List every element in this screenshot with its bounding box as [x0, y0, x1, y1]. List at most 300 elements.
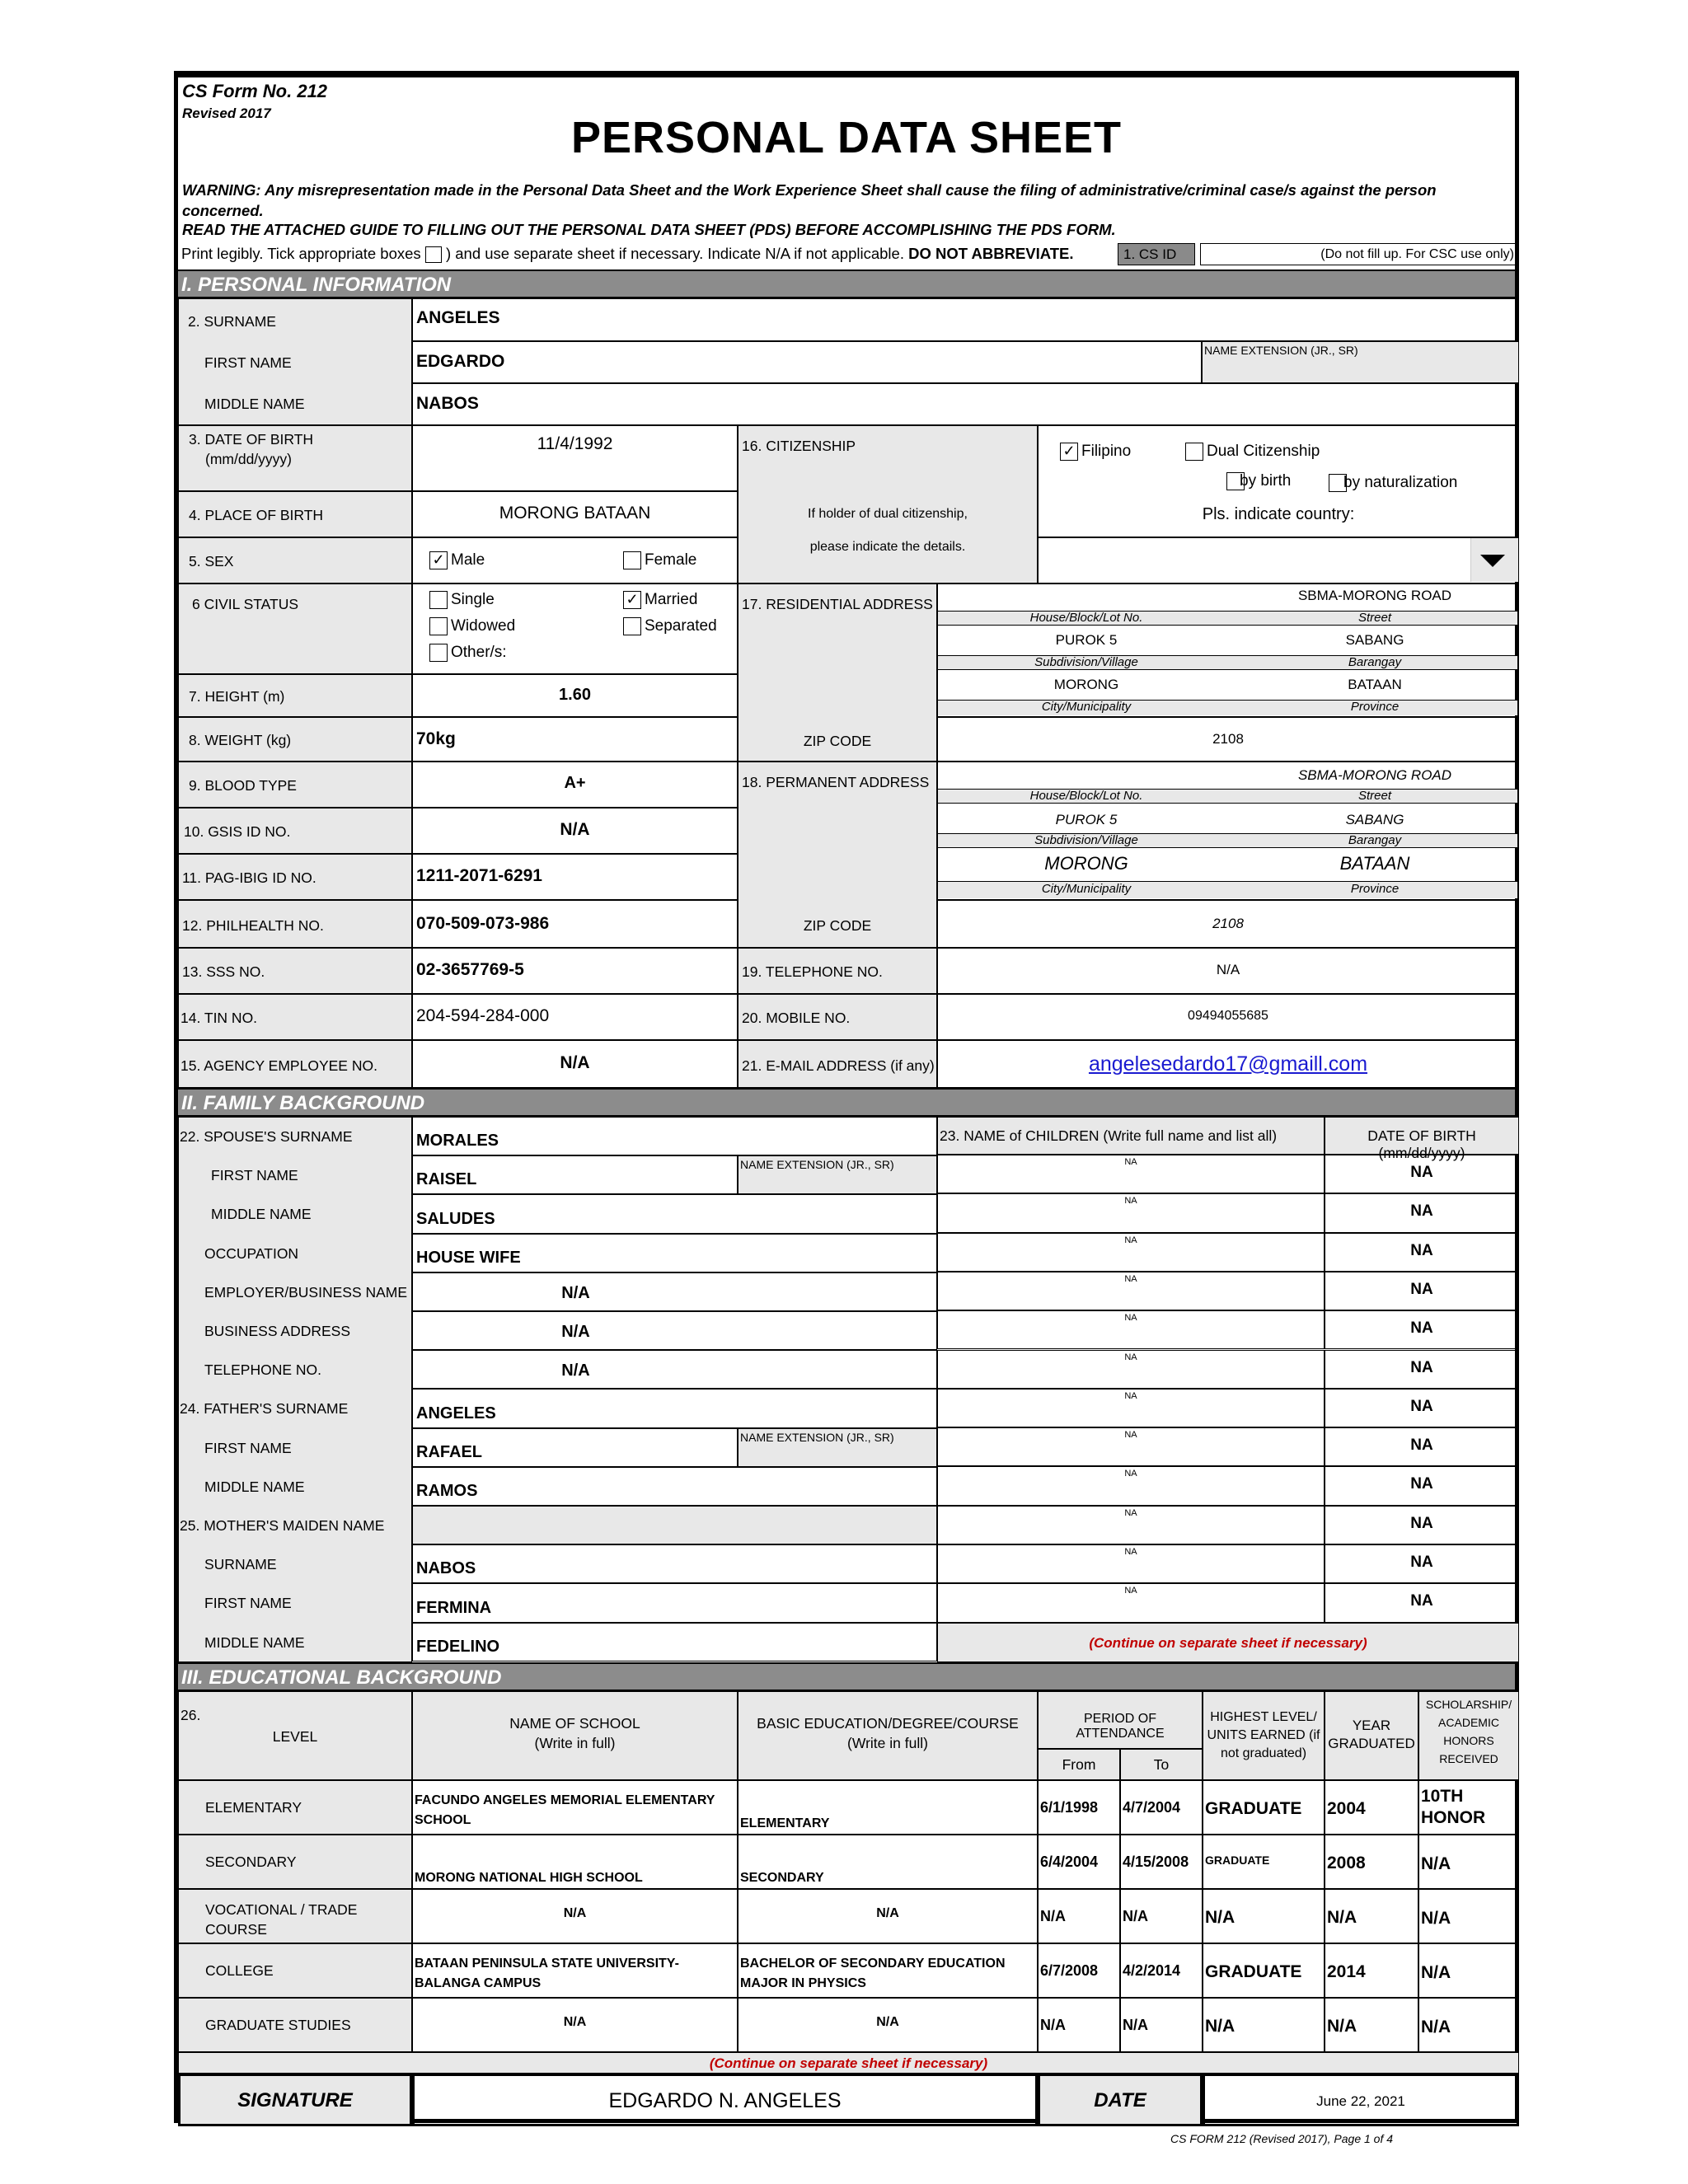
- res-brgy-label: Barangay: [1348, 655, 1402, 669]
- separated-label: Separated: [645, 617, 717, 635]
- edu-school-value: MORONG NATIONAL HIGH SCHOOL: [415, 1871, 643, 1885]
- tin-label-cell: [178, 994, 412, 1040]
- edu-level-value: SECONDARY: [205, 1854, 297, 1870]
- res-subd-label: Subdivision/Village: [1034, 655, 1138, 669]
- edu-from-cell[interactable]: [1038, 1889, 1120, 1943]
- dual-citizenship-label: Dual Citizenship: [1207, 443, 1320, 460]
- mother-middle-name-field[interactable]: [412, 1623, 937, 1661]
- edu-school-value: N/A: [563, 2015, 587, 2029]
- res-prov-label: Province: [1350, 700, 1400, 714]
- pagibig-label: 11. PAG-IBIG ID NO.: [182, 869, 316, 886]
- child-name-field[interactable]: [937, 1389, 1325, 1427]
- child-dob-field[interactable]: [1325, 1427, 1519, 1466]
- father-first-name-extension-field[interactable]: [738, 1428, 937, 1467]
- edu-honors-cell[interactable]: [1418, 1943, 1519, 1998]
- single-label: Single: [451, 591, 495, 608]
- philhealth-field[interactable]: [412, 900, 738, 948]
- married-checkbox[interactable]: ✓: [623, 591, 641, 609]
- perm-subd-value: PUROK 5: [1055, 812, 1118, 827]
- sex-label-cell: [178, 537, 412, 583]
- child-dob-field[interactable]: [1325, 1389, 1519, 1427]
- perm-prov-label: Province: [1350, 882, 1400, 896]
- cs-id-label: 1. CS ID: [1118, 243, 1195, 265]
- permanent-label-cell: [738, 762, 937, 948]
- child-name-value: NA: [1124, 1547, 1137, 1557]
- res-zip-value: 2108: [1212, 731, 1244, 747]
- spouse-surname-value: MORALES: [416, 1132, 499, 1151]
- child-name-field[interactable]: [937, 1155, 1325, 1193]
- signature-label: SIGNATURE: [237, 2089, 353, 2111]
- widowed-label: Widowed: [451, 617, 516, 635]
- edu-level-value: GRADUATE STUDIES: [205, 2017, 351, 2033]
- tin-value: 204-594-284-000: [416, 1006, 550, 1025]
- child-dob-value: NA: [1410, 1475, 1433, 1493]
- edu-course-cell[interactable]: [738, 1943, 1038, 1998]
- date-field[interactable]: [1203, 2074, 1519, 2126]
- blood-type-field[interactable]: [412, 762, 738, 808]
- edu-level-label: LEVEL: [272, 1728, 318, 1745]
- spouse-telephone-field[interactable]: [412, 1350, 937, 1389]
- edu-year-value: N/A: [1327, 1908, 1357, 1927]
- child-dob-field[interactable]: [1325, 1583, 1519, 1622]
- edu-level-header: [178, 1691, 412, 1780]
- edu-to-value: 4/15/2008: [1123, 1854, 1189, 1870]
- child-name-value: NA: [1124, 1586, 1137, 1596]
- residential-label: 17. RESIDENTIAL ADDRESS: [742, 596, 933, 612]
- name-extension-field[interactable]: [1202, 341, 1519, 383]
- child-dob-value: NA: [1410, 1436, 1433, 1455]
- mother-first-name-field[interactable]: [412, 1583, 937, 1622]
- child-dob-field[interactable]: [1325, 1193, 1519, 1232]
- edu-honors-value: N/A: [1421, 1854, 1451, 1873]
- edu-school-label: NAME OF SCHOOL: [509, 1715, 640, 1732]
- perm-street-value: SBMA-MORONG ROAD: [1297, 767, 1452, 783]
- edu-units-label: HIGHEST LEVEL/ UNITS EARNED (if not graduated): [1207, 1710, 1320, 1760]
- weight-field[interactable]: [412, 717, 738, 762]
- name-extension-label: NAME EXTENSION (JR., SR): [1204, 344, 1358, 357]
- filipino-label: Filipino: [1081, 443, 1132, 460]
- height-field[interactable]: [412, 674, 738, 717]
- edu-year-label: YEAR GRADUATED: [1328, 1718, 1415, 1751]
- child-dob-field[interactable]: [1325, 1466, 1519, 1505]
- child-dob-field[interactable]: [1325, 1272, 1519, 1310]
- edu-year-value: 2014: [1327, 1962, 1366, 1981]
- edu-year-cell[interactable]: [1325, 1889, 1418, 1943]
- child-name-field[interactable]: [937, 1544, 1325, 1583]
- edu-year-cell[interactable]: [1325, 1943, 1418, 1998]
- child-name-field[interactable]: [937, 1310, 1325, 1349]
- mobile-value: 09494055685: [1188, 1009, 1268, 1023]
- spouse-first-name-extension-label: NAME EXTENSION (JR., SR): [740, 1158, 894, 1172]
- edu-units-value: N/A: [1205, 1908, 1236, 1927]
- res-zip-field[interactable]: [937, 717, 1519, 762]
- occupation-field[interactable]: [412, 1234, 937, 1272]
- edu-units-cell[interactable]: [1203, 1780, 1325, 1835]
- mobile-field[interactable]: [937, 994, 1519, 1040]
- tin-label: 14. TIN NO.: [181, 1010, 258, 1026]
- first-name-label: FIRST NAME: [204, 354, 292, 371]
- occupation-value: HOUSE WIFE: [416, 1248, 521, 1267]
- sample-checkbox-icon: [425, 246, 442, 263]
- edu-from-value: 6/1/1998: [1040, 1799, 1099, 1816]
- surname-label: 2. SURNAME: [188, 313, 276, 330]
- edu-units-cell[interactable]: [1203, 1943, 1325, 1998]
- telephone-label: 19. TELEPHONE NO.: [742, 963, 883, 980]
- edu-school-value: N/A: [563, 1906, 587, 1920]
- sex-label: 5. SEX: [189, 553, 234, 569]
- dob-format-label: (mm/dd/yyyy): [205, 451, 292, 467]
- surname-value: ANGELES: [416, 308, 500, 327]
- cs-id-note: (Do not fill up. For CSC use only): [1320, 247, 1514, 261]
- edu-period-header: [1038, 1691, 1203, 1749]
- employer-field[interactable]: [412, 1272, 937, 1311]
- edu-level-value: VOCATIONAL / TRADE COURSE: [205, 1901, 358, 1938]
- dual-citizenship-checkbox[interactable]: [1185, 443, 1203, 461]
- child-name-value: NA: [1124, 1469, 1137, 1479]
- child-name-field[interactable]: [937, 1350, 1325, 1389]
- perm-zip-field[interactable]: [937, 900, 1519, 948]
- child-name-value: NA: [1124, 1157, 1137, 1167]
- father-middle-name-field[interactable]: [412, 1467, 937, 1506]
- edu-period-label: PERIOD OF ATTENDANCE: [1076, 1712, 1165, 1741]
- edu-honors-header: [1418, 1691, 1519, 1780]
- weight-label-cell: [178, 717, 412, 762]
- father-surname-label: 24. FATHER'S SURNAME: [180, 1400, 349, 1418]
- height-label-cell: [178, 674, 412, 717]
- philhealth-label-cell: [178, 900, 412, 948]
- indicate-country-label: Pls. indicate country:: [1202, 505, 1355, 523]
- edu-year-cell[interactable]: [1325, 1998, 1418, 2052]
- children-label: 23. NAME of CHILDREN (Write full name and list all): [940, 1127, 1278, 1144]
- citizenship-label: 16. CITIZENSHIP: [742, 438, 856, 454]
- print-instruction-a: Print legibly. Tick appropriate boxes: [181, 245, 421, 262]
- gsis-field[interactable]: [412, 808, 738, 854]
- edu-school-cell[interactable]: [412, 1780, 738, 1835]
- edu-school-value: FACUNDO ANGELES MEMORIAL ELEMENTARY SCHOOL: [415, 1793, 715, 1827]
- section-family-background: II. FAMILY BACKGROUND: [178, 1088, 1515, 1117]
- edu-honors-value: N/A: [1421, 1963, 1451, 1982]
- edu-course-cell[interactable]: [738, 1780, 1038, 1835]
- edu-year-header: [1325, 1691, 1418, 1780]
- cs-id-field: [1200, 243, 1519, 265]
- mother-first-name-label: FIRST NAME: [204, 1595, 292, 1612]
- sss-value: 02-3657769-5: [416, 960, 524, 979]
- filipino-checkbox[interactable]: ✓: [1060, 443, 1078, 461]
- mother-maiden-name-label: 25. MOTHER'S MAIDEN NAME: [180, 1517, 385, 1534]
- spouse-first-name-extension-field[interactable]: [738, 1155, 937, 1194]
- male-checkbox[interactable]: ✓: [429, 551, 448, 569]
- employer-value: N/A: [561, 1283, 590, 1302]
- edu-course-value: ELEMENTARY: [740, 1816, 830, 1830]
- child-name-value: NA: [1124, 1390, 1137, 1401]
- edu-course-sub: (Write in full): [847, 1735, 928, 1751]
- mobile-label-cell: [738, 994, 937, 1040]
- country-dropdown[interactable]: [1038, 537, 1519, 583]
- edu-school-header: [412, 1691, 738, 1780]
- child-name-field[interactable]: [937, 1583, 1325, 1622]
- edu-level-cell: [178, 1889, 412, 1943]
- pagibig-label-cell: [178, 854, 412, 900]
- edu-units-cell[interactable]: [1203, 1835, 1325, 1889]
- family-continue-cell: [937, 1623, 1519, 1662]
- edu-to-cell[interactable]: [1120, 1835, 1203, 1889]
- edu-from-label: From: [1062, 1756, 1096, 1773]
- spouse-middle-name-field[interactable]: [412, 1194, 937, 1233]
- edu-units-cell[interactable]: [1203, 1998, 1325, 2052]
- residential-address-field[interactable]: [937, 583, 1519, 717]
- dob-field[interactable]: [412, 425, 738, 491]
- telephone-label-cell: [738, 948, 937, 994]
- dob-label-cell: [178, 425, 412, 491]
- edu-course-cell[interactable]: [738, 1889, 1038, 1943]
- gsis-label-cell: [178, 808, 412, 854]
- edu-honors-value: N/A: [1421, 2018, 1451, 2036]
- child-name-field[interactable]: [937, 1233, 1325, 1272]
- pagibig-field[interactable]: [412, 854, 738, 900]
- edu-from-value: N/A: [1040, 1908, 1066, 1924]
- dob-value: 11/4/1992: [537, 434, 613, 453]
- father-middle-name-label: MIDDLE NAME: [204, 1478, 305, 1495]
- child-name-field[interactable]: [937, 1427, 1325, 1466]
- others-label: Other/s:: [451, 644, 507, 661]
- edu-school-cell[interactable]: [412, 1998, 738, 2052]
- edu-honors-cell[interactable]: [1418, 1889, 1519, 1943]
- edu-to-value: 4/2/2014: [1123, 1962, 1181, 1979]
- edu-school-cell[interactable]: [412, 1835, 738, 1889]
- print-instruction: [181, 243, 1074, 265]
- child-dob-value: NA: [1410, 1554, 1433, 1571]
- middle-name-label: MIDDLE NAME: [204, 396, 305, 412]
- edu-course-value: BACHELOR OF SECONDARY EDUCATION MAJOR IN PHYSICS: [740, 1957, 1006, 1990]
- edu-units-header: [1203, 1691, 1325, 1780]
- child-dob-field[interactable]: [1325, 1350, 1519, 1389]
- middle-name-value: NABOS: [416, 394, 479, 413]
- edu-level-cell: [178, 1835, 412, 1889]
- widowed-checkbox[interactable]: [429, 617, 448, 635]
- edu-level-cell: [178, 1943, 412, 1998]
- perm-street-label: Street: [1357, 789, 1392, 803]
- edu-year-cell[interactable]: [1325, 1835, 1418, 1889]
- spouse-telephone-label: TELEPHONE NO.: [204, 1361, 321, 1379]
- civil-status-field: [412, 583, 738, 674]
- edu-continue-cell: [178, 2052, 1519, 2074]
- perm-zip-label: ZIP CODE: [803, 917, 872, 934]
- blood-type-label-cell: [178, 762, 412, 808]
- email-field[interactable]: [937, 1040, 1519, 1088]
- pagibig-value: 1211-2071-6291: [416, 866, 542, 885]
- others-checkbox[interactable]: [429, 644, 448, 662]
- child-dob-value: NA: [1410, 1397, 1433, 1415]
- spouse-first-name-field[interactable]: [412, 1155, 738, 1194]
- child-dob-field[interactable]: [1325, 1233, 1519, 1272]
- by-birth-label: by birth: [1240, 472, 1292, 490]
- mother-first-name-value: FERMINA: [416, 1598, 492, 1617]
- perm-city-value: MORONG: [1044, 853, 1128, 874]
- email-label: 21. E-MAIL ADDRESS (if any): [742, 1057, 935, 1074]
- business-address-field[interactable]: [412, 1311, 937, 1350]
- father-surname-field[interactable]: [412, 1389, 937, 1427]
- edu-course-value: SECONDARY: [740, 1871, 824, 1885]
- edu-level-cell: [178, 1780, 412, 1835]
- child-name-value: NA: [1124, 1235, 1137, 1245]
- perm-zip-value: 2108: [1212, 916, 1244, 931]
- child-name-field[interactable]: [937, 1466, 1325, 1505]
- signature-field[interactable]: [412, 2074, 1038, 2126]
- dob-label: 3. DATE OF BIRTH: [189, 431, 314, 448]
- surname-field[interactable]: [412, 298, 1519, 341]
- child-dob-value: NA: [1410, 1202, 1433, 1221]
- edu-to-value: 4/7/2004: [1123, 1799, 1181, 1816]
- married-label: Married: [645, 591, 698, 608]
- family-continue-note: (Continue on separate sheet if necessary): [1089, 1635, 1367, 1651]
- height-value: 1.60: [559, 686, 591, 704]
- edu-to-value: N/A: [1123, 2017, 1148, 2033]
- telephone-field[interactable]: [937, 948, 1519, 994]
- signature-label-cell: [178, 2074, 412, 2126]
- perm-brgy-label: Barangay: [1348, 833, 1402, 847]
- agency-value: N/A: [560, 1053, 590, 1072]
- agency-label: 15. AGENCY EMPLOYEE NO.: [181, 1057, 377, 1074]
- res-prov-value: BATAAN: [1348, 677, 1402, 692]
- spouse-middle-name-value: SALUDES: [416, 1209, 495, 1228]
- edu-year-cell[interactable]: [1325, 1780, 1418, 1835]
- spouse-telephone-value: N/A: [561, 1361, 590, 1380]
- spouse-surname-field[interactable]: [412, 1117, 937, 1155]
- res-brgy-value: SABANG: [1345, 632, 1404, 648]
- res-street-label: Street: [1357, 611, 1392, 625]
- edu-school-sub: (Write in full): [534, 1735, 616, 1751]
- gsis-label: 10. GSIS ID NO.: [184, 823, 291, 840]
- edu-to-cell[interactable]: [1120, 1780, 1203, 1835]
- permanent-address-field[interactable]: [937, 762, 1519, 900]
- children-dob-label: DATE OF BIRTH (mm/dd/yyyy): [1367, 1127, 1476, 1161]
- edu-from-cell[interactable]: [1038, 1780, 1120, 1835]
- section-personal-information: I. PERSONAL INFORMATION: [178, 269, 1515, 298]
- child-dob-field[interactable]: [1325, 1506, 1519, 1544]
- sss-label-cell: [178, 948, 412, 994]
- edu-honors-label: SCHOLARSHIP/ ACADEMIC HONORS RECEIVED: [1425, 1698, 1512, 1765]
- edu-num: 26.: [181, 1707, 201, 1723]
- father-first-name-value: RAFAEL: [416, 1442, 482, 1461]
- edu-honors-cell[interactable]: [1418, 1780, 1519, 1835]
- child-dob-value: NA: [1410, 1164, 1433, 1181]
- edu-school-cell[interactable]: [412, 1943, 738, 1998]
- edu-honors-cell[interactable]: [1418, 1998, 1519, 2052]
- sss-label: 13. SSS NO.: [182, 963, 265, 980]
- telephone-value: N/A: [1216, 962, 1240, 977]
- res-street-value: SBMA-MORONG ROAD: [1297, 588, 1452, 603]
- edu-honors-value: 10TH HONOR: [1421, 1787, 1486, 1827]
- child-name-value: NA: [1124, 1196, 1137, 1207]
- first-name-field[interactable]: [412, 341, 1202, 383]
- form-frame: [174, 71, 1519, 2123]
- by-naturalization-label: by naturalization: [1343, 474, 1458, 491]
- child-dob-field[interactable]: [1325, 1544, 1519, 1583]
- tin-field[interactable]: [412, 994, 738, 1040]
- child-dob-value: NA: [1410, 1319, 1433, 1338]
- dual-note-2: please indicate the details.: [809, 540, 966, 554]
- edu-to-cell[interactable]: [1120, 1943, 1203, 1998]
- father-first-name-field[interactable]: [412, 1428, 738, 1467]
- edu-from-cell[interactable]: [1038, 1835, 1120, 1889]
- chevron-down-icon: [1480, 555, 1505, 567]
- pob-field[interactable]: [412, 491, 738, 537]
- philhealth-label: 12. PHILHEALTH NO.: [182, 917, 324, 934]
- middle-name-field[interactable]: [412, 383, 1519, 425]
- edu-to-label: To: [1153, 1756, 1170, 1773]
- gsis-value: N/A: [560, 820, 590, 839]
- father-first-name-extension-label: NAME EXTENSION (JR., SR): [740, 1430, 894, 1444]
- email-label-cell: [738, 1040, 937, 1088]
- child-name-field[interactable]: [937, 1272, 1325, 1310]
- res-zip-label: ZIP CODE: [803, 733, 872, 749]
- pob-label: 4. PLACE OF BIRTH: [189, 507, 324, 523]
- residential-label-cell: [738, 583, 937, 762]
- separated-checkbox[interactable]: [623, 617, 641, 635]
- family-labels-block: [178, 1117, 412, 1662]
- edu-school-value: BATAAN PENINSULA STATE UNIVERSITY- BALANGA CAMPUS: [415, 1957, 679, 1990]
- edu-honors-cell[interactable]: [1418, 1835, 1519, 1889]
- edu-course-cell[interactable]: [738, 1998, 1038, 2052]
- perm-prov-value: BATAAN: [1339, 853, 1410, 874]
- child-name-value: NA: [1124, 1313, 1137, 1324]
- edu-year-value: N/A: [1327, 2017, 1357, 2036]
- first-name-value: EDGARDO: [416, 352, 505, 371]
- edu-level-cell: [178, 1998, 412, 2052]
- edu-level-value: ELEMENTARY: [205, 1799, 302, 1816]
- children-dob-header: [1325, 1117, 1519, 1161]
- edu-school-cell[interactable]: [412, 1889, 738, 1943]
- mother-surname-label: SURNAME: [204, 1556, 277, 1573]
- email-value[interactable]: angelesedardo17@gmaill.com: [1088, 1052, 1368, 1076]
- single-checkbox[interactable]: [429, 591, 448, 609]
- edu-to-cell[interactable]: [1120, 1998, 1203, 2052]
- edu-to-value: N/A: [1123, 1908, 1148, 1924]
- edu-units-cell[interactable]: [1203, 1889, 1325, 1943]
- agency-field[interactable]: [412, 1040, 738, 1088]
- edu-to-header: [1120, 1749, 1203, 1780]
- blood-type-value: A+: [564, 774, 586, 792]
- mother-middle-name-value: FEDELINO: [416, 1637, 500, 1656]
- edu-year-value: 2008: [1327, 1854, 1366, 1872]
- pob-label-cell: [178, 491, 412, 537]
- child-dob-field[interactable]: [1325, 1155, 1519, 1193]
- dual-note-1: If holder of dual citizenship,: [808, 507, 968, 521]
- child-name-field[interactable]: [937, 1506, 1325, 1544]
- edu-from-cell[interactable]: [1038, 1943, 1120, 1998]
- philhealth-value: 070-509-073-986: [416, 914, 550, 933]
- edu-to-cell[interactable]: [1120, 1889, 1203, 1943]
- female-checkbox[interactable]: [623, 551, 641, 569]
- edu-continue-note: (Continue on separate sheet if necessary): [709, 2055, 988, 2071]
- edu-from-cell[interactable]: [1038, 1998, 1120, 2052]
- child-name-field[interactable]: [937, 1193, 1325, 1232]
- child-dob-field[interactable]: [1325, 1310, 1519, 1349]
- mother-surname-field[interactable]: [412, 1544, 937, 1583]
- citizenship-field: [1038, 425, 1519, 537]
- edu-from-value: 6/7/2008: [1040, 1962, 1099, 1979]
- edu-from-value: 6/4/2004: [1040, 1854, 1099, 1870]
- mother-surname-value: NABOS: [416, 1559, 476, 1578]
- print-instruction-c: DO NOT ABBREVIATE.: [908, 245, 1074, 262]
- section-educational-background: III. EDUCATIONAL BACKGROUND: [178, 1662, 1515, 1691]
- res-subd-value: PUROK 5: [1055, 632, 1118, 648]
- sss-field[interactable]: [412, 948, 738, 994]
- father-middle-name-value: RAMOS: [416, 1481, 478, 1500]
- edu-course-value: N/A: [876, 1906, 899, 1920]
- edu-from-header: [1038, 1749, 1120, 1780]
- edu-course-cell[interactable]: [738, 1835, 1038, 1889]
